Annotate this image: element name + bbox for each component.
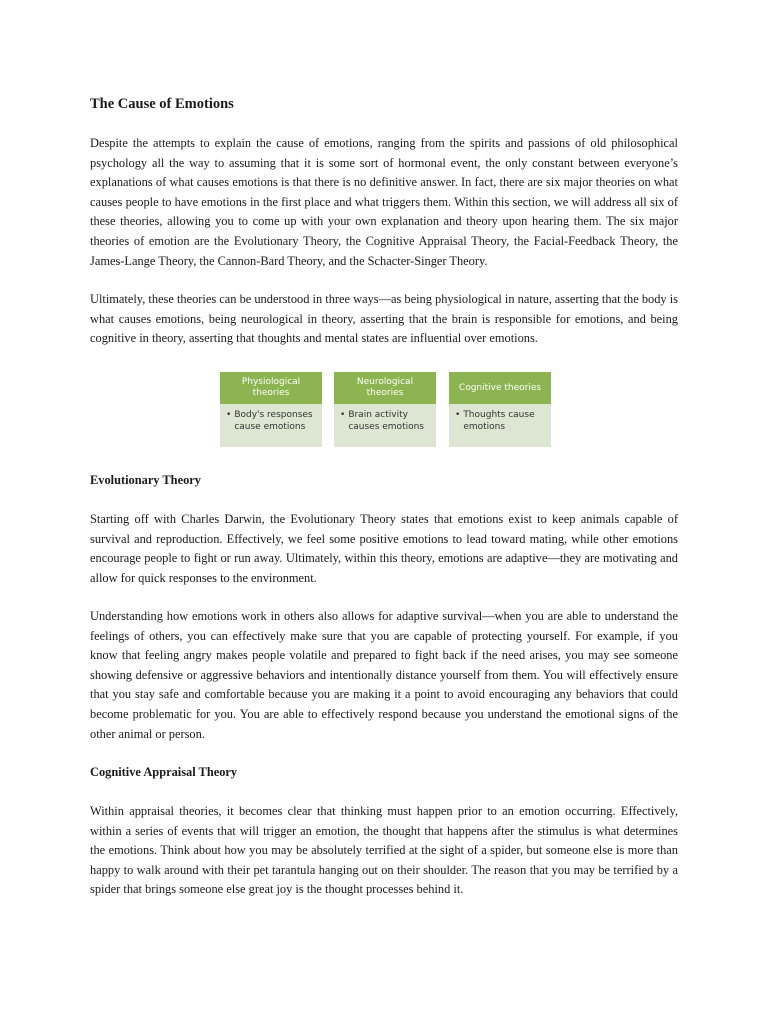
diagram-column-neurological (334, 372, 436, 447)
diagram-header: Physiological theories (220, 372, 322, 404)
bullet-icon: • (340, 410, 346, 420)
bullet-icon: • (455, 410, 461, 420)
page-title: The Cause of Emotions (90, 96, 234, 112)
diagram-header: Cognitive theories (449, 372, 551, 404)
theory-types-paragraph: Ultimately, these theories can be understood in three ways—as being physiological in nature, asserting that the body is what causes emotions, being neurological in theory, asserting that the brain is responsible for emotions, and being cognitive in theory, asserting that thoughts and mental states are influential over emotions. (90, 292, 678, 346)
cognitive-appraisal-paragraph: Within appraisal theories, it becomes clear that thinking must happen prior to an emotion occurring. Effectively, within a series of events that will trigger an emotion, the thought that happens after the stimulus is what determines the emotions. Think about how you may be absolutely terrified at the sight of a spider, but someone else is more than happy to walk around with their pet tarantula hanging out on their shoulder. The reason that you may be terrified by a spider that brings someone else great joy is the thought processes behind it. (90, 804, 678, 897)
theory-categories-diagram (220, 372, 552, 447)
diagram-column-physiological (220, 372, 322, 447)
section-heading-evolutionary: Evolutionary Theory (90, 473, 201, 487)
diagram-header: Neurological theories (334, 372, 436, 404)
diagram-body-text: Body's responses cause emotions (234, 410, 313, 432)
bullet-icon: • (226, 410, 232, 420)
diagram-body (449, 404, 551, 447)
diagram-body (334, 404, 436, 447)
section-heading-cognitive-appraisal: Cognitive Appraisal Theory (90, 765, 238, 779)
diagram-column-cognitive (449, 372, 551, 447)
diagram-body-text: Brain activity causes emotions (348, 410, 424, 432)
diagram-body-text: Thoughts cause emotions (463, 410, 535, 432)
evolutionary-paragraph-1: Starting off with Charles Darwin, the Evolutionary Theory states that emotions exist to keep animals capable of survival and reproduction. Effectively, we feel some positive emotions to lead toward mating, while other emotions encourage people to fight or run away. Ultimately, within this theory, emotions are adaptive—they are motivating and allow for quick responses to the environment. (90, 512, 678, 585)
intro-paragraph: Despite the attempts to explain the cause of emotions, ranging from the spirits and passions of old philosophical psychology all the way to assuming that it is some sort of hormonal event, the only constant between everyone’s explanations of what causes emotions is that there is no definitive answer. In fact, there are six major theories on what causes people to have emotions in the first place and what triggers them. Within this section, we will address all six of these theories, allowing you to come up with your own explanation and theory upon hearing them. The six major theories of emotion are the Evolutionary Theory, the Cognitive Appraisal Theory, the Facial-Feedback Theory, the James-Lange Theory, the Cannon-Bard Theory, and the Schacter-Singer Theory. (90, 136, 678, 268)
evolutionary-paragraph-2: Understanding how emotions work in others also allows for adaptive survival—when you are able to understand the feelings of others, you can effectively make sure that you are capable of protecting yourself. For example, if you know that feeling angry makes people volatile and prepared to fight back if the need arises, you may see someone showing defensive or aggressive behaviors and intentionally distance yourself from them. You will effectively ensure that you stay safe and comfortable because you are making it a point to avoid encouraging any behaviors that could become problematic for you. You are able to effectively respond because you understand the emotional signs of the other animal or person. (90, 609, 678, 741)
diagram-body (220, 404, 322, 447)
